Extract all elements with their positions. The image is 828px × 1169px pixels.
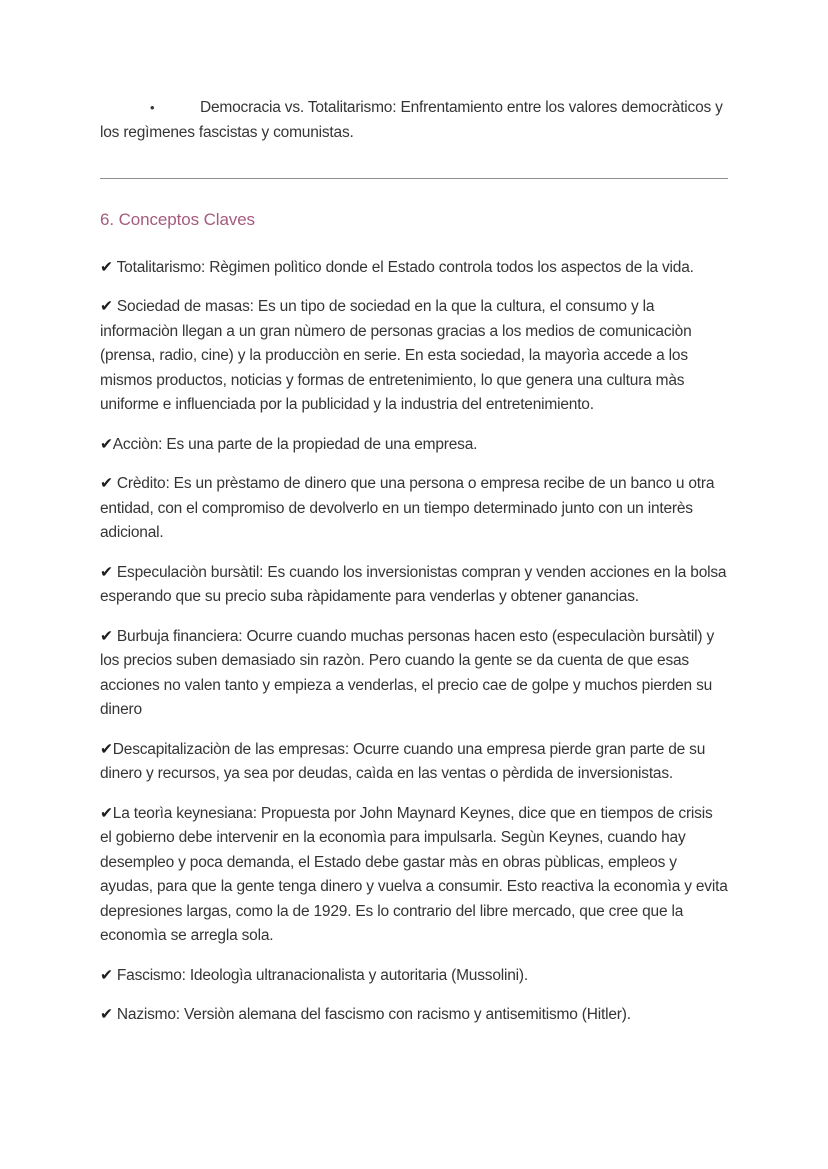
concept-item <box>100 432 728 458</box>
concept-text: Crèdito: Es un prèstamo de dinero que una persona o empresa recibe de un banco u otra entidad, con el compromiso de devolverlo en un tiempo determinado junto con un interès adicional. <box>100 475 715 541</box>
concept-item <box>100 560 728 610</box>
concept-item <box>100 801 728 949</box>
concept-item <box>100 1002 728 1028</box>
concept-text: Fascismo: Ideologìa ultranacionalista y autoritaria (Mussolini). <box>112 966 528 984</box>
concept-item <box>100 737 728 787</box>
concept-text: La teorìa keynesiana: Propuesta por John Maynard Keynes, dice que en tiempos de crisis el gobierno debe intervenir en la economìa para impulsarla. Segùn Keynes, cuando hay desempleo y poca demanda, el Estado debe gastar màs en obras pùblicas, empleos y ayudas, para que la gente tenga dinero y vuelva a consumir. Esto reactiva la economìa y evita depresiones largas, como la de 1929. Es lo contrario del libre mercado, que cree que la economìa se arregla sola. <box>100 804 728 944</box>
intro-text: Democracia vs. Totalitarismo: Enfrentamiento entre los valores democràticos y los regìmenes fascistas y comunistas. <box>100 99 723 141</box>
concept-item <box>100 255 728 281</box>
concept-text: Especulaciòn bursàtil: Es cuando los inversionistas compran y venden acciones en la bolsa esperando que su precio suba ràpidamente para venderlas y obtener ganancias. <box>100 563 727 605</box>
concepts-list <box>100 255 728 1028</box>
concept-text: Nazismo: Versiòn alemana del fascismo con racismo y antisemitismo (Hitler). <box>112 1006 631 1023</box>
concept-item <box>100 294 728 418</box>
bullet-marker: • <box>150 100 155 115</box>
intro-paragraph <box>100 96 728 145</box>
check-icon: ✔ <box>100 562 113 581</box>
check-icon: ✔ <box>100 257 113 276</box>
check-icon: ✔ <box>100 803 113 822</box>
concept-text: Acciòn: Es una parte de la propiedad de una empresa. <box>112 435 478 453</box>
check-icon: ✔ <box>100 626 113 645</box>
check-icon: ✔ <box>100 739 113 758</box>
check-icon: ✔ <box>100 474 113 492</box>
concept-item <box>100 471 728 546</box>
section-divider <box>100 178 728 179</box>
check-icon: ✔ <box>100 297 113 315</box>
concept-text: Sociedad de masas: Es un tipo de sociedad en la que la cultura, el consumo y la informaciòn llegan a un gran nùmero de personas gracias a los medios de comunicaciòn (prensa, radio, cine) y la producciòn en serie. En esta sociedad, la mayorìa accede a los mismos productos, noticias y formas de entretenimiento, lo que genera una cultura màs uniforme e influenciada por la publicidad y la industria del entretenimiento. <box>100 298 692 413</box>
concept-text: Totalitarismo: Règimen polìtico donde el Estado controla todos los aspectos de la vida. <box>112 258 694 276</box>
check-icon: ✔ <box>100 965 113 984</box>
concept-text: Burbuja financiera: Ocurre cuando muchas personas hacen esto (especulaciòn bursàtil) y los precios suben demasiado sin razòn. Pero cuando la gente se da cuenta de que esas acciones no valen tanto y empieza a venderlas, el precio cae de golpe y muchos pierden su dinero <box>100 627 715 718</box>
concept-text: Descapitalizaciòn de las empresas: Ocurre cuando una empresa pierde gran parte de su dinero y recursos, ya sea por deudas, caìda en las ventas o pèrdida de inversionistas. <box>100 740 706 782</box>
check-icon: ✔ <box>100 434 113 453</box>
check-icon: ✔ <box>100 1005 113 1023</box>
concept-item <box>100 624 728 723</box>
section-heading: 6. Conceptos Claves <box>100 210 255 229</box>
concept-item <box>100 963 728 989</box>
